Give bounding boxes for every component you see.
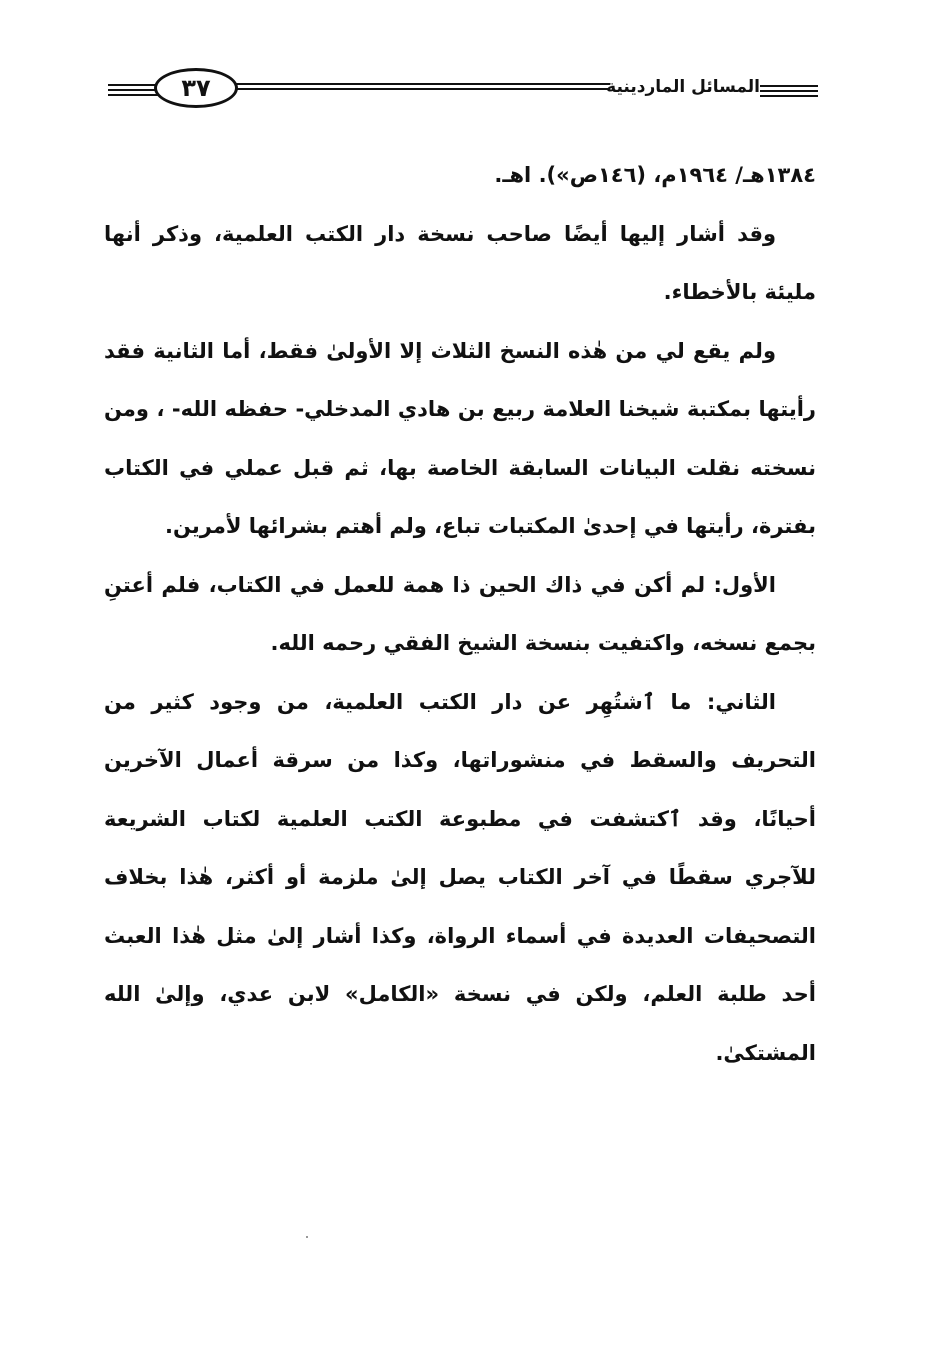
paragraph: وقد أشار إليها أيضًا صاحب نسخة دار الكتب العلمية، وذكر أنها مليئة بالأخطاء. bbox=[104, 221, 816, 304]
header-rule bbox=[232, 88, 610, 90]
paragraph: ١٣٨٤هـ/ ١٩٦٤م، (١٤٦ص»). اهـ. bbox=[494, 163, 816, 187]
header-rule bbox=[108, 94, 162, 96]
header-rule bbox=[760, 95, 818, 97]
page-number: ٣٧ bbox=[154, 68, 238, 108]
body-text bbox=[104, 146, 816, 1082]
header-rule bbox=[232, 83, 610, 85]
paragraph: الأول: لم أكن في ذاك الحين ذا همة للعمل في الكتاب، فلم أعتنِ بجمع نسخه، واكتفيت بنسخة الشيخ الفقي رحمه الله. bbox=[104, 572, 816, 655]
running-title: المسائل الماردينية bbox=[606, 77, 760, 97]
header-rule bbox=[760, 85, 818, 87]
paragraph: ولم يقع لي من هٰذه النسخ الثلاث إلا الأولىٰ فقط، أما الثانية فقد رأيتها بمكتبة شيخنا العلامة ربيع بن هادي المدخلي- حفظه الله- ، ومن نسخته نقلت البيانات السابقة الخاصة بها، ثم قبل عملي في الكتاب بفترة، رأيتها في إحدىٰ المكتبات تباع، ولم أهتم بشرائها لأمرين. bbox=[104, 338, 816, 538]
paragraph: الثاني: ما ٱشتُهِر عن دار الكتب العلمية، من وجود كثير من التحريف والسقط في منشوراتها، وكذا من سرقة أعمال الآخرين أحيانًا، وقد ٱكتشفت في مطبوعة الكتب العلمية لكتاب الشريعة للآجري سقطًا في آخر الكتاب يصل إلىٰ ملزمة أو أكثر، هٰذا بخلاف التصحيفات العديدة في أسماء الرواة، وكذا أشار إلىٰ مثل هٰذا العبث أحد طلبة العلم، ولكن في نسخة «الكامل» لابن عدي، وإلىٰ الله المشتكىٰ. bbox=[104, 689, 816, 1065]
running-header bbox=[108, 66, 818, 114]
scan-speck bbox=[306, 1236, 308, 1238]
header-rule bbox=[760, 90, 818, 92]
